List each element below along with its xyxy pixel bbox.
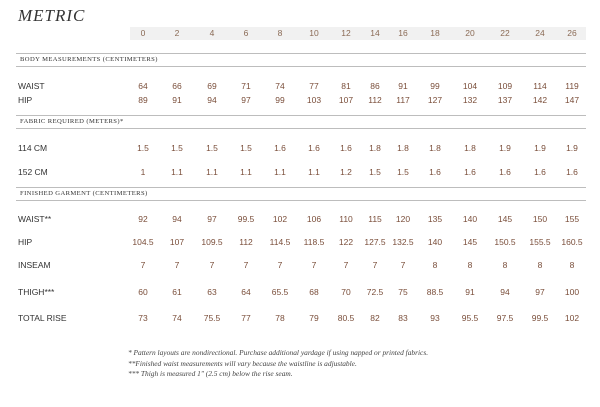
table-cell: 112 [239,237,253,247]
table-cell: 1 [140,167,146,177]
table-cell: 75.5 [203,313,221,323]
table-cell: 64 [138,81,148,91]
table-cell: 1.5 [240,143,252,153]
table-cell: 1.6 [464,167,476,177]
size-header-cell: 18 [430,28,440,38]
table-cell: 7 [277,260,283,270]
size-header-cell: 14 [370,28,380,38]
size-header-cell: 26 [567,28,577,38]
size-header-cell: 10 [309,28,319,38]
table-cell: 109.5 [201,237,223,247]
table-cell: 142 [532,95,548,105]
row-label: 152 CM [18,167,48,177]
table-cell: 72.5 [366,287,384,297]
table-cell: 102 [272,214,288,224]
table-cell: 114 [533,81,547,91]
table-cell: 1.6 [499,167,511,177]
size-header-cell: 6 [243,28,249,38]
table-cell: 137 [497,95,513,105]
table-cell: 80.5 [337,313,355,323]
table-cell: 147 [564,95,580,105]
table-cell: 100 [564,287,580,297]
table-cell: 1.5 [206,143,218,153]
table-cell: 112 [368,95,382,105]
table-cell: 7 [209,260,215,270]
row-label: WAIST** [18,214,52,224]
table-cell: 7 [311,260,317,270]
table-cell: 70 [341,287,351,297]
table-cell: 140 [427,237,443,247]
table-cell: 7 [400,260,406,270]
table-cell: 97.5 [496,313,514,323]
table-cell: 7 [174,260,180,270]
page-title: METRIC [18,6,86,25]
table-cell: 88.5 [426,287,444,297]
table-cell: 104.5 [132,237,154,247]
table-cell: 145 [462,237,478,247]
table-cell: 140 [462,214,478,224]
table-cell: 7 [372,260,378,270]
table-cell: 135 [427,214,443,224]
table-cell: 1.9 [566,143,578,153]
table-cell: 99.5 [237,214,255,224]
table-cell: 94 [172,214,182,224]
section-label: BODY MEASUREMENTS (CENTIMETERS) [20,56,158,63]
table-cell: 1.9 [499,143,511,153]
table-cell: 1.9 [534,143,546,153]
table-cell: 107 [338,95,354,105]
table-cell: 103 [306,95,322,105]
table-cell: 81 [341,81,351,91]
table-cell: 8 [467,260,473,270]
table-cell: 155 [564,214,580,224]
table-cell: 89 [138,95,148,105]
table-cell: 91 [172,95,182,105]
row-label: HIP [18,237,33,247]
table-cell: 7 [343,260,349,270]
table-cell: 1.6 [534,167,546,177]
table-cell: 1.8 [464,143,476,153]
table-cell: 120 [395,214,411,224]
table-cell: 75 [398,287,408,297]
size-header-cell: 0 [140,28,146,38]
table-cell: 74 [172,313,182,323]
table-cell: 118.5 [303,237,325,247]
table-cell: 91 [398,81,408,91]
table-cell: 1.6 [274,143,286,153]
table-cell: 91 [465,287,475,297]
table-cell: 97 [207,214,217,224]
size-header-cell: 24 [535,28,545,38]
table-cell: 8 [502,260,508,270]
table-cell: 69 [207,81,217,91]
table-cell: 1.1 [274,167,286,177]
table-cell: 95.5 [461,313,479,323]
table-cell: 1.5 [397,167,409,177]
row-label: TOTAL RISE [18,313,67,323]
table-cell: 83 [398,313,408,323]
table-cell: 74 [275,81,285,91]
table-cell: 122 [338,237,354,247]
table-cell: 64 [241,287,251,297]
table-cell: 68 [309,287,319,297]
table-cell: 132 [462,95,478,105]
table-cell: 8 [537,260,543,270]
row-label: 114 CM [18,143,48,153]
table-cell: 77 [241,313,251,323]
table-cell: 99.5 [531,313,549,323]
table-cell: 86 [370,81,380,91]
size-header-cell: 2 [174,28,180,38]
table-cell: 63 [207,287,217,297]
table-cell: 109 [497,81,513,91]
table-cell: 97 [535,287,545,297]
table-cell: 77 [309,81,319,91]
table-cell: 66 [172,81,182,91]
table-cell: 1.6 [340,143,352,153]
table-cell: 1.2 [340,167,352,177]
table-cell: 117 [396,95,410,105]
table-cell: 8 [432,260,438,270]
table-cell: 1.1 [308,167,320,177]
table-cell: 127.5 [364,237,386,247]
table-cell: 1.6 [308,143,320,153]
footnote: *** Thigh is measured 1" (2.5 cm) below the rise seam. [128,369,293,378]
table-cell: 1.8 [369,143,381,153]
table-cell: 94 [207,95,217,105]
table-cell: 115 [368,214,382,224]
table-cell: 1.6 [566,167,578,177]
table-cell: 1.8 [397,143,409,153]
table-cell: 119 [565,81,579,91]
table-cell: 114.5 [269,237,291,247]
table-cell: 102 [564,313,580,323]
section-label: FABRIC REQUIRED (METERS)* [20,118,124,125]
table-cell: 1.1 [206,167,218,177]
footnote: * Pattern layouts are nondirectional. Purchase additional yardage if using napped or printed fabrics. [128,348,429,357]
table-cell: 94 [500,287,510,297]
table-cell: 93 [430,313,440,323]
table-cell: 7 [243,260,249,270]
footnote: **Finished waist measurements will vary because the waistline is adjustable. [128,358,357,368]
table-cell: 7 [140,260,146,270]
table-cell: 160.5 [561,237,583,247]
table-cell: 73 [138,313,148,323]
table-cell: 97 [241,95,251,105]
section-label: FINISHED GARMENT (CENTIMETERS) [20,190,148,197]
table-cell: 61 [172,287,182,297]
row-label: HIP [18,95,33,105]
table-cell: 65.5 [271,287,289,297]
table-cell: 110 [339,214,353,224]
table-cell: 150.5 [494,237,516,247]
row-label: THIGH*** [18,287,55,297]
size-header-cell: 8 [277,28,283,38]
row-label: WAIST [18,81,45,91]
table-cell: 92 [138,214,148,224]
table-cell: 145 [497,214,513,224]
table-cell: 79 [309,313,319,323]
table-cell: 107 [169,237,185,247]
size-header-cell: 12 [341,28,351,38]
table-cell: 1.6 [429,167,441,177]
table-cell: 82 [370,313,380,323]
size-header-cell: 4 [209,28,215,38]
table-cell: 60 [138,287,148,297]
table-cell: 78 [275,313,285,323]
table-cell: 71 [241,81,251,91]
table-cell: 150 [532,214,548,224]
table-cell: 104 [462,81,478,91]
table-cell: 1.5 [137,143,149,153]
size-header-cell: 22 [500,28,510,38]
table-cell: 155.5 [529,237,551,247]
table-cell: 1.8 [429,143,441,153]
table-cell: 8 [569,260,575,270]
table-cell: 1.1 [171,167,183,177]
table-cell: 127 [427,95,443,105]
row-label: INSEAM [18,260,51,270]
footnotes [128,348,428,380]
table-cell: 1.1 [240,167,252,177]
table-cell: 99 [430,81,440,91]
table-cell: 1.5 [369,167,381,177]
table-cell: 132.5 [392,237,414,247]
table-cell: 99 [275,95,285,105]
size-header-cell: 20 [465,28,475,38]
table-cell: 106 [306,214,322,224]
table-cell: 1.5 [171,143,183,153]
size-header-cell: 16 [398,28,408,38]
